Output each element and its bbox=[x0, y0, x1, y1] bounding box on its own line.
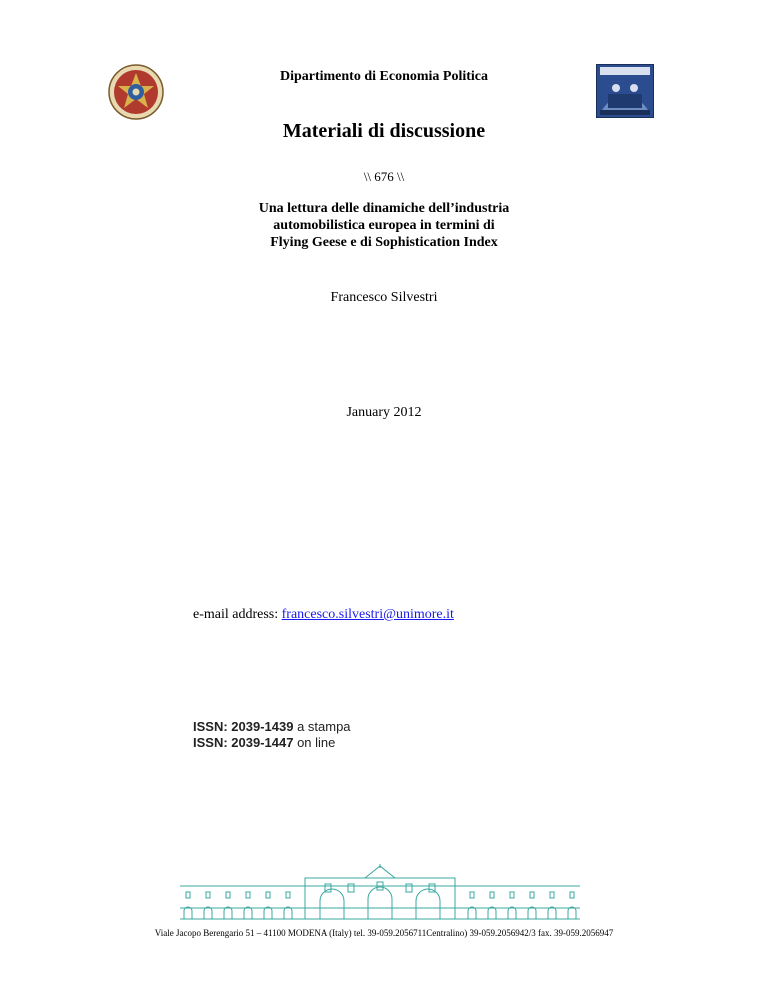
paper-title-line: Una lettura delle dinamiche dell’industria bbox=[258, 201, 510, 216]
issn-online bbox=[193, 735, 335, 750]
paper-title bbox=[0, 200, 768, 251]
building-facade-icon bbox=[180, 864, 580, 925]
paper-title-line: automobilistica europea in termini di bbox=[273, 218, 495, 233]
issn-print bbox=[193, 719, 351, 734]
paper-title-line: Flying Geese e di Sophistication Index bbox=[270, 235, 498, 250]
publication-date: January 2012 bbox=[346, 405, 422, 420]
department-name: Dipartimento di Economia Politica bbox=[279, 69, 489, 84]
department-emblem-icon bbox=[596, 64, 654, 123]
issn-suffix: on line bbox=[293, 735, 336, 750]
email-line bbox=[193, 607, 454, 623]
series-title: Materiali di discussione bbox=[282, 120, 486, 142]
footer-address: Viale Jacopo Berengario 51 – 41100 MODENA (Italy) tel. 39-059.2056711Centralino) 39-059.2056942/3 fax. 39-059.2056947 bbox=[154, 928, 614, 938]
author-name: Francesco Silvestri bbox=[330, 290, 438, 305]
issn-suffix: a stampa bbox=[293, 719, 351, 734]
issn-label: ISSN: 2039-1447 bbox=[193, 735, 294, 750]
issn-label: ISSN: 2039-1439 bbox=[193, 719, 294, 734]
email-label: e-mail address: bbox=[193, 607, 282, 622]
email-link[interactable]: francesco.silvestri@unimore.it bbox=[281, 607, 454, 622]
paper-number: \\ 676 \\ bbox=[363, 169, 405, 184]
